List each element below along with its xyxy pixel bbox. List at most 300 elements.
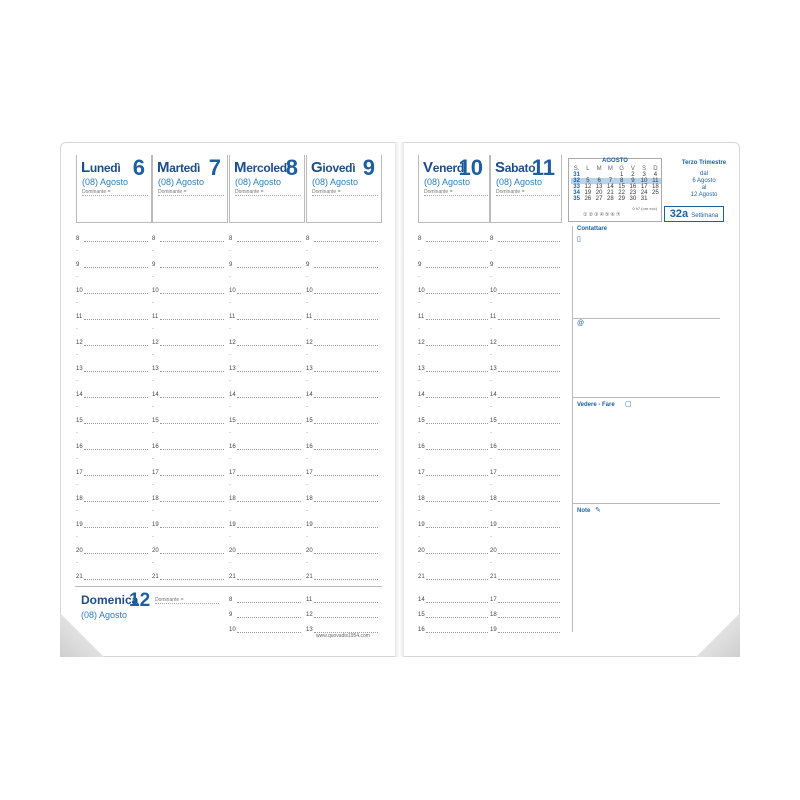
hour-label: 17	[152, 470, 159, 476]
half-hour-mark: -	[76, 300, 78, 306]
half-hour-mark: -	[152, 352, 154, 358]
hour-label: 18	[306, 496, 313, 502]
weekday-header: S.	[573, 166, 580, 172]
hour-label: 16	[418, 444, 425, 450]
hour-label: 16	[76, 444, 83, 450]
range-from-label: dal	[699, 171, 708, 177]
week-number-cell: 34	[573, 190, 580, 196]
day-cell: 20	[595, 190, 603, 196]
phone-icon: ▯	[577, 236, 581, 243]
hour-line	[84, 449, 148, 450]
half-hour-mark: -	[76, 482, 78, 488]
hour-line	[160, 579, 224, 580]
day-name-initial: M	[234, 159, 247, 176]
hour-line	[160, 527, 224, 528]
half-hour-mark: -	[152, 404, 154, 410]
week-number-cell: 35	[573, 196, 580, 202]
half-hour-mark: -	[418, 378, 420, 384]
half-hour-mark: -	[306, 560, 308, 566]
day-cell: 14	[607, 184, 614, 190]
day-name	[311, 159, 355, 176]
hour-line	[237, 267, 301, 268]
page-gutter	[395, 142, 404, 657]
day-number: 10	[458, 155, 483, 180]
hour-label: 17	[490, 597, 497, 603]
half-hour-mark: -	[490, 352, 492, 358]
half-hour-mark: -	[490, 274, 492, 280]
hour-line	[314, 602, 378, 603]
hour-label: 12	[306, 340, 313, 346]
half-hour-mark: -	[490, 430, 492, 436]
hour-label: 13	[490, 366, 497, 372]
hour-label: 16	[418, 627, 425, 633]
hour-label: 21	[418, 574, 425, 580]
half-hour-mark: -	[152, 508, 154, 514]
day-number: 6	[132, 155, 145, 180]
hour-label: 12	[152, 340, 159, 346]
hour-line	[426, 602, 488, 603]
day-cell: 19	[584, 190, 592, 196]
half-hour-mark: -	[490, 300, 492, 306]
hour-label: 9	[490, 262, 494, 268]
half-hour-mark: -	[76, 326, 78, 332]
hour-line	[314, 501, 378, 502]
range-to-label: al	[701, 185, 707, 191]
weekday-header: D	[653, 166, 658, 172]
hour-label: 19	[490, 522, 497, 528]
half-hour-mark: -	[229, 300, 231, 306]
hour-line	[237, 319, 301, 320]
hour-label: 10	[418, 288, 425, 294]
contacts-divider	[572, 318, 720, 319]
hour-line	[498, 423, 560, 424]
range-from-date: 6 Agosto	[692, 178, 716, 184]
hour-line	[498, 345, 560, 346]
hour-line	[160, 501, 224, 502]
week-number-cell: 32	[571, 178, 582, 184]
day-cell	[650, 196, 661, 202]
half-hour-mark: -	[418, 404, 420, 410]
day-cell: 26	[584, 196, 592, 202]
day-name-rest: abato	[504, 161, 536, 175]
hour-line	[314, 319, 378, 320]
hour-line	[498, 449, 560, 450]
half-hour-mark: -	[490, 482, 492, 488]
week-label: Settimana	[691, 213, 719, 219]
hour-label: 15	[306, 418, 313, 424]
hour-label: 21	[152, 574, 159, 580]
hour-line	[84, 293, 148, 294]
hour-line	[237, 423, 301, 424]
hour-line	[314, 241, 378, 242]
hour-line	[498, 319, 560, 320]
hour-line	[314, 617, 378, 618]
hour-line	[426, 267, 488, 268]
hour-label: 13	[418, 366, 425, 372]
day-header	[490, 155, 562, 223]
day-month: (08) Agosto	[312, 177, 359, 187]
half-hour-mark: -	[229, 534, 231, 540]
hour-label: 8	[490, 236, 494, 242]
hour-line	[498, 241, 560, 242]
day-cell: 2	[631, 172, 635, 178]
hour-line	[237, 579, 301, 580]
half-hour-mark: -	[229, 508, 231, 514]
day-name	[234, 159, 290, 176]
hour-label: 16	[229, 444, 236, 450]
hour-line	[426, 501, 488, 502]
hour-label: 21	[76, 574, 83, 580]
hour-line	[84, 579, 148, 580]
day-cell: 1	[619, 172, 624, 178]
hour-line	[426, 345, 488, 346]
hour-label: 12	[418, 340, 425, 346]
half-hour-mark: -	[76, 404, 78, 410]
hour-line	[84, 371, 148, 372]
day-cell: 27	[595, 196, 603, 202]
hour-line	[237, 501, 301, 502]
half-hour-mark: -	[76, 248, 78, 254]
hour-line	[498, 293, 560, 294]
hour-line	[84, 345, 148, 346]
half-hour-mark: -	[152, 560, 154, 566]
hour-line	[84, 397, 148, 398]
hour-line	[498, 501, 560, 502]
hour-line	[237, 293, 301, 294]
hour-line	[426, 617, 488, 618]
half-hour-mark: -	[152, 300, 154, 306]
hour-label: 18	[152, 496, 159, 502]
half-hour-mark: -	[306, 534, 308, 540]
day-cell: 18	[652, 184, 659, 190]
day-name-initial: G	[311, 159, 323, 176]
day-cell: 31	[640, 196, 648, 202]
hour-label: 11	[306, 314, 313, 320]
hour-line	[84, 527, 148, 528]
day-number: 7	[208, 155, 221, 180]
sunday-number: 12	[129, 590, 151, 611]
hour-label: 17	[306, 470, 313, 476]
mini-calendar-table	[571, 166, 661, 202]
week-number-cell: 31	[573, 172, 580, 178]
hour-line	[160, 397, 224, 398]
day-header	[76, 155, 152, 223]
hour-label: 8	[229, 236, 233, 242]
day-cell: 28	[607, 196, 614, 202]
half-hour-mark: -	[306, 326, 308, 332]
hour-label: 17	[490, 470, 497, 476]
hour-label: 14	[152, 392, 159, 398]
half-hour-mark: -	[418, 508, 420, 514]
hour-line	[84, 475, 148, 476]
hour-line	[314, 397, 378, 398]
day-cell: 10	[639, 178, 650, 184]
hour-line	[84, 267, 148, 268]
hour-line	[314, 345, 378, 346]
day-name	[495, 159, 535, 176]
day-name-rest: ercoledì	[246, 161, 290, 175]
half-hour-mark: -	[306, 430, 308, 436]
half-hour-mark: -	[229, 430, 231, 436]
day-month: (08) Agosto	[424, 177, 471, 187]
hour-label: 11	[152, 314, 159, 320]
hour-label: 8	[152, 236, 156, 242]
half-hour-mark: -	[152, 534, 154, 540]
hour-label: 21	[229, 574, 236, 580]
hour-line	[426, 632, 488, 633]
hour-label: 14	[306, 392, 313, 398]
weekday-header: L	[586, 166, 590, 172]
hour-label: 14	[418, 392, 425, 398]
day-cell: 23	[629, 190, 637, 196]
hour-line	[237, 397, 301, 398]
hour-label: 9	[76, 262, 80, 268]
hour-line	[426, 475, 488, 476]
day-cell: 3	[642, 172, 646, 178]
half-hour-mark: -	[229, 248, 231, 254]
hour-label: 14	[418, 597, 425, 603]
week-number: 32a	[669, 208, 689, 220]
hour-label: 17	[418, 470, 425, 476]
half-hour-mark: -	[76, 430, 78, 436]
hour-line	[498, 475, 560, 476]
half-hour-mark: -	[229, 274, 231, 280]
half-hour-mark: -	[306, 456, 308, 462]
half-hour-mark: -	[490, 248, 492, 254]
half-hour-mark: -	[490, 378, 492, 384]
hour-line	[84, 501, 148, 502]
hour-line	[426, 397, 488, 398]
half-hour-mark: -	[229, 404, 231, 410]
day-cell: 16	[629, 184, 637, 190]
hour-line	[237, 475, 301, 476]
hour-label: 10	[152, 288, 159, 294]
hour-label: 8	[76, 236, 80, 242]
weekday-header: S	[642, 166, 647, 172]
hour-line	[498, 617, 560, 618]
half-hour-mark: -	[152, 482, 154, 488]
half-hour-mark: -	[229, 482, 231, 488]
hour-label: 21	[490, 574, 497, 580]
day-cell: 17	[640, 184, 648, 190]
half-hour-mark: -	[306, 274, 308, 280]
day-header	[418, 155, 490, 223]
dominante-field: Dominante =	[312, 189, 378, 196]
range-to-date: 12 Agosto	[690, 192, 718, 198]
mini-calendar-week-row	[571, 196, 661, 202]
half-hour-mark: -	[490, 326, 492, 332]
hour-line	[498, 267, 560, 268]
hour-label: 19	[490, 627, 497, 633]
hour-line	[314, 579, 378, 580]
hour-line	[426, 423, 488, 424]
hour-label: 16	[490, 444, 497, 450]
day-name	[81, 159, 120, 176]
day-cell: 13	[595, 184, 603, 190]
half-hour-mark: -	[229, 456, 231, 462]
hour-line	[426, 449, 488, 450]
dominante-field: Dominante =	[235, 189, 301, 196]
half-hour-mark: -	[152, 248, 154, 254]
hour-label: 8	[229, 597, 233, 603]
mini-calendar-title: AGOSTO	[602, 158, 628, 164]
hour-line	[84, 553, 148, 554]
half-hour-mark: -	[306, 404, 308, 410]
hour-label: 19	[229, 522, 236, 528]
moon-phases: ①②③④⑤⑥⑦	[583, 212, 622, 218]
half-hour-mark: -	[306, 508, 308, 514]
half-hour-mark: -	[76, 456, 78, 462]
day-month: (08) Agosto	[235, 177, 282, 187]
hour-label: 15	[490, 418, 497, 424]
half-hour-mark: -	[76, 274, 78, 280]
hour-label: 10	[229, 627, 236, 633]
hour-label: 19	[418, 522, 425, 528]
day-name-initial: M	[157, 159, 170, 176]
hour-line	[498, 371, 560, 372]
contacts-section	[572, 226, 720, 398]
hour-line	[160, 423, 224, 424]
week-number-cell: 33	[573, 184, 580, 190]
hour-line	[237, 345, 301, 346]
hour-label: 19	[76, 522, 83, 528]
hour-line	[314, 293, 378, 294]
hour-label: 11	[229, 314, 236, 320]
hour-line	[426, 527, 488, 528]
hour-label: 15	[418, 418, 425, 424]
hour-line	[426, 293, 488, 294]
website-text: www.quovadis1954.com	[316, 633, 370, 639]
day-month: (08) Agosto	[496, 177, 543, 187]
half-hour-mark: -	[76, 352, 78, 358]
weekday-header: V	[630, 166, 635, 172]
day-name-rest: enerdì	[432, 161, 467, 175]
hour-label: 19	[152, 522, 159, 528]
day-cell: 11	[650, 178, 661, 184]
half-hour-mark: -	[229, 378, 231, 384]
hour-label: 14	[76, 392, 83, 398]
day-cell: 8	[616, 178, 627, 184]
day-cell: 21	[607, 190, 614, 196]
hour-line	[84, 319, 148, 320]
day-header	[152, 155, 228, 223]
hour-label: 12	[306, 612, 313, 618]
day-name-rest: unedì	[89, 161, 121, 175]
hour-label: 20	[418, 548, 425, 554]
half-hour-mark: -	[418, 456, 420, 462]
hour-line	[314, 553, 378, 554]
hour-label: 18	[418, 496, 425, 502]
sunday-month: (08) Agosto	[81, 610, 128, 620]
hour-label: 19	[306, 522, 313, 528]
hour-label: 9	[229, 612, 233, 618]
half-hour-mark: -	[76, 534, 78, 540]
hour-label: 11	[418, 314, 425, 320]
sunday-dominante: Dominante =	[155, 597, 219, 604]
hour-label: 10	[229, 288, 236, 294]
half-hour-mark: -	[418, 274, 420, 280]
hour-line	[426, 371, 488, 372]
hour-label: 18	[490, 612, 497, 618]
half-hour-mark: -	[76, 378, 78, 384]
notes-section	[572, 504, 720, 632]
hour-label: 13	[76, 366, 83, 372]
dominante-field: Dominante =	[82, 189, 148, 196]
hour-line	[237, 553, 301, 554]
hour-label: 12	[229, 340, 236, 346]
hour-line	[237, 527, 301, 528]
half-hour-mark: -	[418, 482, 420, 488]
hour-label: 20	[229, 548, 236, 554]
day-cell: 22	[618, 190, 625, 196]
hour-label: 9	[418, 262, 422, 268]
day-cell: 15	[618, 184, 625, 190]
hour-line	[498, 632, 560, 633]
mini-calendar-hint: 0 h7 (ore ecc)	[632, 206, 657, 211]
hour-label: 11	[490, 314, 497, 320]
hour-line	[498, 579, 560, 580]
half-hour-mark: -	[490, 560, 492, 566]
hour-label: 15	[418, 612, 425, 618]
trimester-label: Terzo Trimestre	[681, 160, 727, 166]
half-hour-mark: -	[229, 352, 231, 358]
hour-label: 18	[76, 496, 83, 502]
hour-label: 12	[490, 340, 497, 346]
hour-line	[314, 371, 378, 372]
hour-line	[160, 449, 224, 450]
hour-label: 20	[306, 548, 313, 554]
hour-label: 20	[152, 548, 159, 554]
hour-label: 21	[306, 574, 313, 580]
day-cell: 5	[582, 178, 593, 184]
hour-line	[314, 527, 378, 528]
half-hour-mark: -	[152, 430, 154, 436]
half-hour-mark: -	[152, 378, 154, 384]
half-hour-mark: -	[490, 456, 492, 462]
pen-icon: ✎	[595, 507, 601, 514]
hour-label: 20	[490, 548, 497, 554]
dominante-field: Dominante =	[424, 189, 490, 196]
sunday-name: Domenica	[81, 593, 139, 607]
weekday-header: M	[596, 166, 602, 172]
hour-label: 10	[490, 288, 497, 294]
hour-line	[237, 632, 301, 633]
hour-line	[237, 241, 301, 242]
hour-label: 17	[76, 470, 83, 476]
hour-label: 9	[306, 262, 310, 268]
notes-label: Note	[577, 508, 591, 514]
half-hour-mark: -	[418, 300, 420, 306]
half-hour-mark: -	[306, 352, 308, 358]
hour-line	[426, 241, 488, 242]
hour-line	[314, 449, 378, 450]
day-cell: 29	[618, 196, 625, 202]
hour-label: 13	[306, 627, 313, 633]
half-hour-mark: -	[418, 326, 420, 332]
hour-line	[237, 602, 301, 603]
weekday-header: M	[607, 166, 613, 172]
half-hour-mark: -	[418, 430, 420, 436]
hour-label: 15	[152, 418, 159, 424]
day-number: 11	[531, 155, 555, 180]
hour-label: 16	[152, 444, 159, 450]
hour-line	[237, 449, 301, 450]
dominante-field: Dominante =	[158, 189, 224, 196]
half-hour-mark: -	[229, 560, 231, 566]
hour-label: 8	[418, 236, 422, 242]
day-header	[229, 155, 305, 223]
half-hour-mark: -	[76, 508, 78, 514]
